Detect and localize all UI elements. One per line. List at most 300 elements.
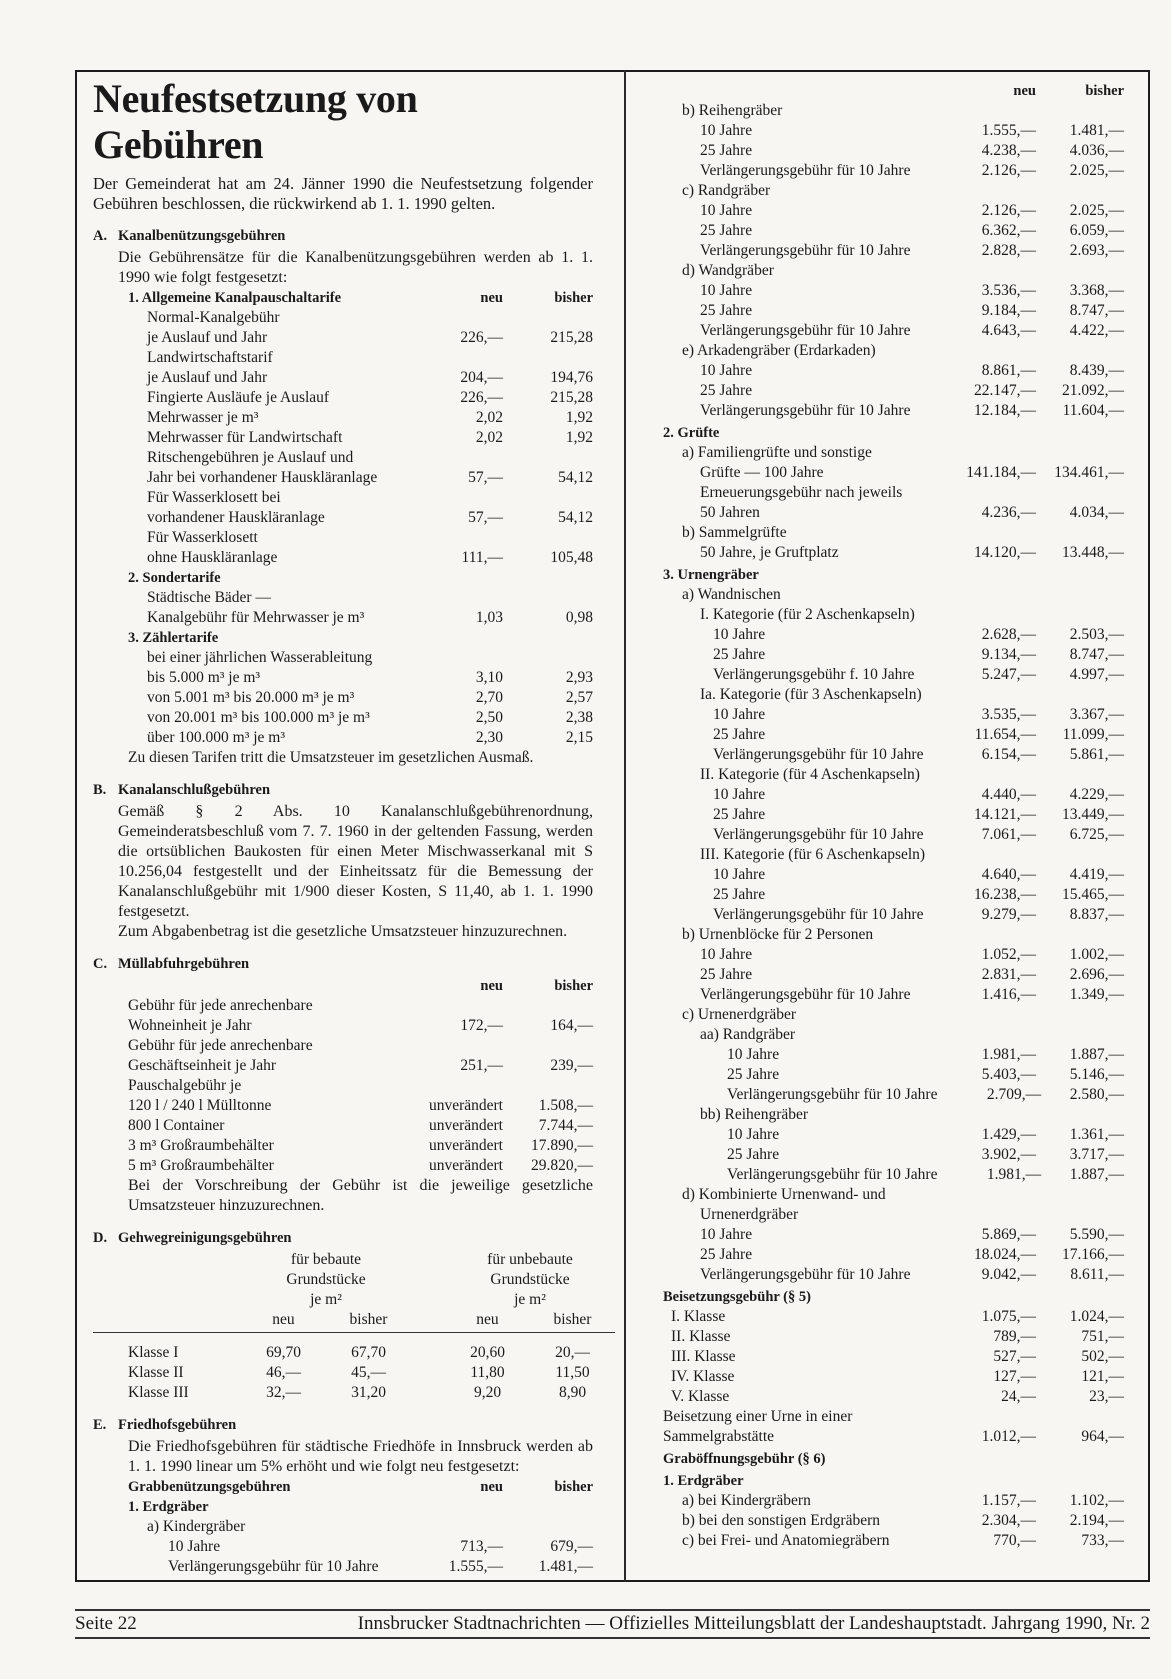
group-header-built: Grundstücke	[286, 1271, 366, 1288]
fee-previous: 2.025,—	[1069, 162, 1124, 179]
fee-label: Verlängerungsgebühr für 10 Jahre	[713, 906, 924, 923]
fee-new	[926, 1025, 1036, 1045]
fee-previous: 3.717,—	[1069, 1146, 1124, 1163]
section-heading	[93, 1415, 593, 1435]
fee-new: 226,—	[460, 389, 503, 406]
fee-label: 10 Jahre	[700, 202, 753, 219]
fee-label: Grüfte — 100 Jahre	[700, 464, 824, 481]
column-header: neu	[241, 1310, 326, 1333]
fee-row	[663, 361, 1124, 381]
fee-label: d) Kombinierte Urnenwand- und	[682, 1186, 886, 1203]
fee-previous	[1036, 925, 1124, 945]
table-heading-row	[93, 1497, 593, 1517]
fee-row	[663, 685, 1124, 705]
fee-previous: 1.887,—	[1069, 1166, 1124, 1183]
table-heading-row	[93, 568, 593, 588]
fee-new: 6.154,—	[981, 746, 1036, 763]
fee-row	[663, 645, 1124, 665]
fee-row	[93, 1116, 593, 1136]
right-column	[663, 79, 1124, 1551]
fee-row	[93, 328, 593, 348]
fee-previous	[1036, 765, 1124, 785]
group-header-unbuilt: je m²	[514, 1291, 546, 1308]
fee-label: bei einer jährlichen Wasserableitung	[147, 649, 373, 666]
fee-row	[663, 1307, 1124, 1327]
fee-label: 25 Jahre	[727, 1066, 780, 1083]
fee-new	[383, 648, 503, 668]
fee-previous	[503, 1036, 593, 1056]
fee-label: Verlängerungsgebühr für 10 Jahre	[700, 322, 911, 339]
fee-row	[93, 1096, 593, 1116]
fee-new: 3.535,—	[981, 706, 1036, 723]
fee-new: 2,70	[475, 689, 503, 706]
fee-label: Verlängerungsgebühr für 10 Jahre	[713, 746, 924, 763]
fee-row	[93, 1016, 593, 1036]
fee-previous: 4.034,—	[1069, 504, 1124, 521]
fee-new	[383, 348, 503, 368]
fee-new: 2.304,—	[981, 1512, 1036, 1529]
fee-label: I. Kategorie (für 2 Aschenkapseln)	[700, 606, 915, 623]
fee-previous	[503, 308, 593, 328]
table-heading-row	[663, 565, 1124, 585]
fee-new: 2,30	[475, 729, 503, 746]
fee-new: 251,—	[460, 1057, 503, 1074]
fee-previous: 4.229,—	[1069, 786, 1124, 803]
fee-label: Zu diesen Tarifen tritt die Umsatzsteuer im gesetzlichen Ausmaß.	[128, 749, 534, 766]
paragraph: Bei der Vorschreibung der Gebühr ist die jeweilige gesetzliche Umsatzsteuer hinzuzurechnen.	[128, 1177, 593, 1214]
fee-row	[663, 221, 1124, 241]
fee-previous: 7.744,—	[538, 1117, 593, 1134]
fee-row	[93, 588, 593, 608]
fee-new: 1.981,—	[986, 1166, 1042, 1183]
fee-label: 25 Jahre	[700, 302, 753, 319]
fee-value: 20,60	[470, 1344, 505, 1361]
fee-previous: 2.693,—	[1069, 242, 1124, 259]
fee-label: 3. Urnengräber	[663, 567, 759, 583]
fee-label: 10 Jahre	[168, 1538, 221, 1555]
group-header-unbuilt: Grundstücke	[490, 1271, 570, 1288]
fee-new: neu	[1013, 83, 1036, 99]
fee-new	[383, 588, 503, 608]
fee-row	[663, 1511, 1124, 1531]
fee-previous: 2.696,—	[1069, 966, 1124, 983]
fee-label: Beisetzung einer Urne in einer	[663, 1408, 853, 1425]
spacer	[93, 1310, 241, 1333]
fee-label: 2. Sondertarife	[128, 570, 221, 586]
fee-previous: 121,—	[1081, 1368, 1124, 1385]
fee-previous	[503, 588, 593, 608]
fee-previous: 215,28	[550, 329, 593, 346]
fee-new: 1.157,—	[981, 1492, 1036, 1509]
fee-new: 2.126,—	[981, 202, 1036, 219]
fee-previous: 3.368,—	[1069, 282, 1124, 299]
table-heading-row	[663, 81, 1124, 101]
fee-label: Mehrwasser je m³	[147, 409, 259, 426]
fee-new: unverändert	[428, 1157, 503, 1174]
fee-row	[663, 1065, 1124, 1085]
fee-row	[93, 1156, 593, 1176]
section-letter: D.	[93, 1230, 108, 1246]
fee-new	[926, 925, 1036, 945]
section-heading	[93, 226, 593, 246]
fee-previous: 679,—	[550, 1538, 593, 1555]
fee-new: 5.403,—	[981, 1066, 1036, 1083]
fee-new: 172,—	[460, 1017, 503, 1034]
fee-new: 4.440,—	[981, 786, 1036, 803]
fee-previous: 8.611,—	[1070, 1266, 1124, 1283]
fee-new: 16.238,—	[974, 886, 1036, 903]
group-header-built: für bebaute	[290, 1251, 362, 1268]
fee-new: 111,—	[461, 549, 503, 566]
fee-previous: 6.059,—	[1069, 222, 1124, 239]
fee-new: 9.279,—	[981, 906, 1036, 923]
section-letter: C.	[93, 956, 108, 972]
fee-new	[383, 568, 503, 588]
fee-previous: 13.448,—	[1062, 544, 1124, 561]
fee-previous: 1.024,—	[1069, 1308, 1124, 1325]
table-heading-row	[663, 423, 1124, 443]
fee-new: neu	[480, 290, 503, 306]
fee-label: b) Sammelgrüfte	[682, 524, 787, 541]
fee-label: Grabbenützungsgebühren	[128, 1479, 291, 1495]
fee-row	[663, 1165, 1124, 1185]
fee-new	[926, 423, 1036, 443]
fee-previous	[1036, 1025, 1124, 1045]
fee-previous: 8.747,—	[1069, 302, 1124, 319]
fee-new	[926, 181, 1036, 201]
fee-label: 10 Jahre	[713, 866, 766, 883]
fee-label: ohne Hauskläranlage	[147, 549, 278, 566]
fee-previous	[1036, 101, 1124, 121]
fee-previous: 4.419,—	[1069, 866, 1124, 883]
fee-previous	[1036, 181, 1124, 201]
fee-row	[93, 528, 593, 548]
spacer	[411, 1250, 445, 1270]
fee-label: 25 Jahre	[700, 142, 753, 159]
fee-previous: 8.837,—	[1069, 906, 1124, 923]
fee-row	[663, 865, 1124, 885]
fee-value: 69,70	[266, 1344, 301, 1361]
fee-previous	[1036, 585, 1124, 605]
fee-previous: 11.099,—	[1062, 726, 1124, 743]
section-title: Gehwegreinigungsgebühren	[118, 1230, 292, 1246]
fee-previous: 23,—	[1089, 1388, 1124, 1405]
fee-previous	[1036, 1185, 1124, 1205]
column-header: bisher	[326, 1310, 411, 1333]
spacer	[93, 1270, 241, 1290]
fee-previous: 8.439,—	[1069, 362, 1124, 379]
section-heading	[93, 780, 593, 800]
fee-row	[663, 121, 1124, 141]
fee-label: Verlängerungsgebühr f. 10 Jahre	[713, 666, 915, 683]
fee-row	[663, 1205, 1124, 1225]
fee-label: 1. Allgemeine Kanalpauschaltarife	[128, 290, 342, 306]
fee-label: über 100.000 m³ je m³	[147, 729, 286, 746]
fee-value: 46,—	[266, 1364, 301, 1381]
fee-row	[663, 1025, 1124, 1045]
fee-label: Verlängerungsgebühr für 10 Jahre	[700, 402, 911, 419]
fee-previous: 751,—	[1081, 1328, 1124, 1345]
fee-previous: 1.481,—	[1069, 122, 1124, 139]
fee-previous	[503, 1517, 593, 1537]
fee-row	[93, 548, 593, 568]
class-label: Klasse III	[128, 1384, 189, 1401]
fee-new: 18.024,—	[974, 1246, 1036, 1263]
fee-previous: 3.367,—	[1069, 706, 1124, 723]
fee-previous: 4.036,—	[1069, 142, 1124, 159]
fee-label: Ia. Kategorie (für 3 Aschenkapseln)	[700, 686, 922, 703]
fee-new: 9.184,—	[981, 302, 1036, 319]
fee-label: 5 m³ Großraumbehälter	[128, 1157, 274, 1174]
fee-previous: 1.102,—	[1069, 1492, 1124, 1509]
fee-label: IV. Klasse	[671, 1368, 735, 1385]
fee-row	[663, 1531, 1124, 1551]
fee-previous: 2,38	[565, 709, 593, 726]
fee-label: Verlängerungsgebühr für 10 Jahre	[700, 986, 911, 1003]
fee-row	[93, 408, 593, 428]
fee-new: 2.126,—	[981, 162, 1036, 179]
fee-new: 2.628,—	[981, 626, 1036, 643]
fee-new: 226,—	[460, 329, 503, 346]
fee-row	[663, 825, 1124, 845]
fee-previous: 502,—	[1081, 1348, 1124, 1365]
fee-row	[663, 381, 1124, 401]
fee-new: 1.416,—	[981, 986, 1036, 1003]
fee-row	[663, 443, 1124, 463]
fee-row	[93, 488, 593, 508]
fee-label: c) bei Frei- und Anatomiegräbern	[682, 1532, 890, 1549]
fee-row	[663, 985, 1124, 1005]
fee-row	[663, 925, 1124, 945]
fee-previous	[1036, 423, 1124, 443]
section-letter: E.	[93, 1417, 107, 1433]
fee-previous: 4.997,—	[1069, 666, 1124, 683]
fee-row	[663, 201, 1124, 221]
fee-new: 770,—	[993, 1532, 1036, 1549]
fee-new: 1.981,—	[981, 1046, 1036, 1063]
fee-previous	[503, 648, 593, 668]
fee-previous	[503, 628, 593, 648]
fee-new	[926, 1005, 1036, 1025]
paragraph: Die Friedhofsgebühren für städtische Friedhöfe in Innsbruck werden ab 1. 1. 1990 linear um 5% erhöht und wie folgt neu festgesetzt:	[128, 1438, 593, 1475]
fee-label: Urnenerdgräber	[700, 1206, 799, 1223]
fee-row	[93, 608, 593, 628]
fee-previous: 54,12	[558, 509, 593, 526]
fee-row	[663, 1185, 1124, 1205]
fee-new: 2,02	[475, 409, 503, 426]
fee-value: 67,70	[351, 1344, 386, 1361]
fee-new	[926, 483, 1036, 503]
fee-label: vorhandener Hauskläranlage	[147, 509, 325, 526]
fee-new	[926, 443, 1036, 463]
fee-row	[663, 945, 1124, 965]
fee-new: 1.052,—	[981, 946, 1036, 963]
fee-new: 11.654,—	[974, 726, 1036, 743]
fee-label: c) Urnenerdgräber	[682, 1006, 797, 1023]
fee-label: a) bei Kindergräbern	[682, 1492, 811, 1509]
fee-new: 22.147,—	[974, 382, 1036, 399]
fee-label: 50 Jahren	[700, 504, 760, 521]
spacer	[411, 1363, 445, 1383]
fee-label: Landwirtschaftstarif	[147, 349, 273, 366]
fee-previous	[1036, 1287, 1124, 1307]
fee-previous	[503, 348, 593, 368]
fee-row	[93, 388, 593, 408]
fee-previous: 2.580,—	[1069, 1086, 1124, 1103]
spacer	[93, 1290, 241, 1310]
fee-previous: 1.481,—	[538, 1558, 593, 1575]
fee-previous	[1036, 565, 1124, 585]
fee-row	[93, 1136, 593, 1156]
fee-new	[926, 605, 1036, 625]
fee-row	[663, 101, 1124, 121]
table-heading-row	[663, 1471, 1124, 1491]
fee-new: neu	[480, 1479, 503, 1495]
fee-label: 10 Jahre	[700, 362, 753, 379]
page-title: Neufestsetzung von Gebühren	[93, 76, 418, 167]
fee-row	[663, 503, 1124, 523]
fee-previous: bisher	[554, 1479, 593, 1495]
fee-row	[663, 261, 1124, 281]
fee-label	[663, 81, 926, 101]
fee-row	[93, 1076, 593, 1096]
fee-row	[663, 765, 1124, 785]
fee-new	[926, 1287, 1036, 1307]
fee-previous: 1,92	[565, 409, 593, 426]
fee-new	[926, 765, 1036, 785]
fee-previous: 8.747,—	[1069, 646, 1124, 663]
fee-previous	[1036, 605, 1124, 625]
fee-row	[663, 905, 1124, 925]
column-header: bisher	[530, 1310, 615, 1333]
fee-label: Fingierte Ausläufe je Auslauf	[147, 389, 330, 406]
fee-previous: 5.146,—	[1069, 1066, 1124, 1083]
fee-label: Erneuerungsgebühr nach jeweils	[700, 484, 903, 501]
fee-row	[93, 1557, 593, 1577]
fee-row	[663, 523, 1124, 543]
fee-row	[663, 1105, 1124, 1125]
fee-previous: 215,28	[550, 389, 593, 406]
fee-previous: bisher	[1085, 83, 1124, 99]
fee-previous: 1.361,—	[1069, 1126, 1124, 1143]
fee-value: 11,80	[470, 1364, 505, 1381]
fee-previous	[1036, 523, 1124, 543]
fee-label: b) Urnenblöcke für 2 Personen	[682, 926, 874, 943]
fee-new: 2,02	[475, 429, 503, 446]
fee-new: 3.536,—	[981, 282, 1036, 299]
fee-previous	[503, 1076, 593, 1096]
fee-new: 204,—	[460, 369, 503, 386]
fee-row	[663, 463, 1124, 483]
fee-previous: 164,—	[550, 1017, 593, 1034]
fee-previous: 2.194,—	[1069, 1512, 1124, 1529]
class-label: Klasse I	[128, 1344, 179, 1361]
fee-label: 10 Jahre	[700, 122, 753, 139]
fee-row	[93, 448, 593, 468]
fee-previous: 2,57	[565, 689, 593, 706]
fee-row	[663, 665, 1124, 685]
fee-previous: 194,76	[550, 369, 593, 386]
fee-new: 3,10	[475, 669, 503, 686]
fee-new	[926, 685, 1036, 705]
fee-new: 1.075,—	[981, 1308, 1036, 1325]
fee-new	[926, 565, 1036, 585]
fee-value: 11,50	[555, 1364, 590, 1381]
fee-new: 4.236,—	[981, 504, 1036, 521]
fee-previous: 6.725,—	[1069, 826, 1124, 843]
fee-row	[663, 1407, 1124, 1427]
fee-row	[663, 401, 1124, 421]
fee-new	[926, 523, 1036, 543]
class-label: Klasse II	[128, 1364, 184, 1381]
fee-row	[663, 281, 1124, 301]
fee-new	[533, 748, 567, 768]
fee-row	[663, 725, 1124, 745]
fee-previous	[1036, 1005, 1124, 1025]
fee-new: 527,—	[993, 1348, 1036, 1365]
fee-row	[93, 668, 593, 688]
fee-new	[926, 1449, 1036, 1469]
fee-label: 10 Jahre	[700, 946, 753, 963]
fee-label: e) Arkadengräber (Erdarkaden)	[682, 342, 876, 359]
column-divider	[624, 70, 626, 1582]
fee-label: Verlängerungsgebühr für 10 Jahre	[713, 826, 924, 843]
fee-previous: 5.861,—	[1069, 746, 1124, 763]
fee-previous: 13.449,—	[1062, 806, 1124, 823]
fee-label: Gebühr für jede anrechenbare	[128, 997, 313, 1014]
fee-new: 4.238,—	[981, 142, 1036, 159]
fee-label: 1. Erdgräber	[663, 1473, 744, 1489]
fee-row	[663, 1387, 1124, 1407]
fee-previous: 0,98	[565, 609, 593, 626]
fee-previous: 54,12	[558, 469, 593, 486]
fee-new	[383, 1076, 503, 1096]
fee-label: 10 Jahre	[700, 282, 753, 299]
fee-new: 2.828,—	[981, 242, 1036, 259]
fee-new: 789,—	[993, 1328, 1036, 1345]
group-header-built: je m²	[310, 1291, 342, 1308]
fee-new	[383, 448, 503, 468]
fee-value: 20,—	[555, 1344, 590, 1361]
fee-new	[383, 628, 503, 648]
fee-previous: 17.166,—	[1062, 1246, 1124, 1263]
fee-new: unverändert	[428, 1117, 503, 1134]
fee-row	[93, 428, 593, 448]
fee-new	[383, 528, 503, 548]
fee-previous: 5.590,—	[1069, 1226, 1124, 1243]
fee-row	[663, 1491, 1124, 1511]
fee-label: 25 Jahre	[700, 382, 753, 399]
fee-new: 1.555,—	[981, 122, 1036, 139]
section-heading	[93, 954, 593, 974]
fee-row	[663, 1327, 1124, 1347]
fee-label: 25 Jahre	[700, 222, 753, 239]
fee-label: 25 Jahre	[700, 966, 753, 983]
fee-new: 2.709,—	[986, 1086, 1042, 1103]
fee-row	[663, 745, 1124, 765]
fee-previous: 29.820,—	[531, 1157, 593, 1174]
fee-previous	[1036, 1105, 1124, 1125]
fee-row	[93, 996, 593, 1016]
fee-new: 2.831,—	[981, 966, 1036, 983]
fee-label: 3 m³ Großraumbehälter	[128, 1137, 274, 1154]
fee-row	[663, 161, 1124, 181]
fee-row	[93, 468, 593, 488]
fee-label: Graböffnungsgebühr (§ 6)	[663, 1451, 826, 1467]
fee-new: 1.555,—	[448, 1558, 503, 1575]
fee-new: 127,—	[993, 1368, 1036, 1385]
fee-label: 10 Jahre	[727, 1046, 780, 1063]
